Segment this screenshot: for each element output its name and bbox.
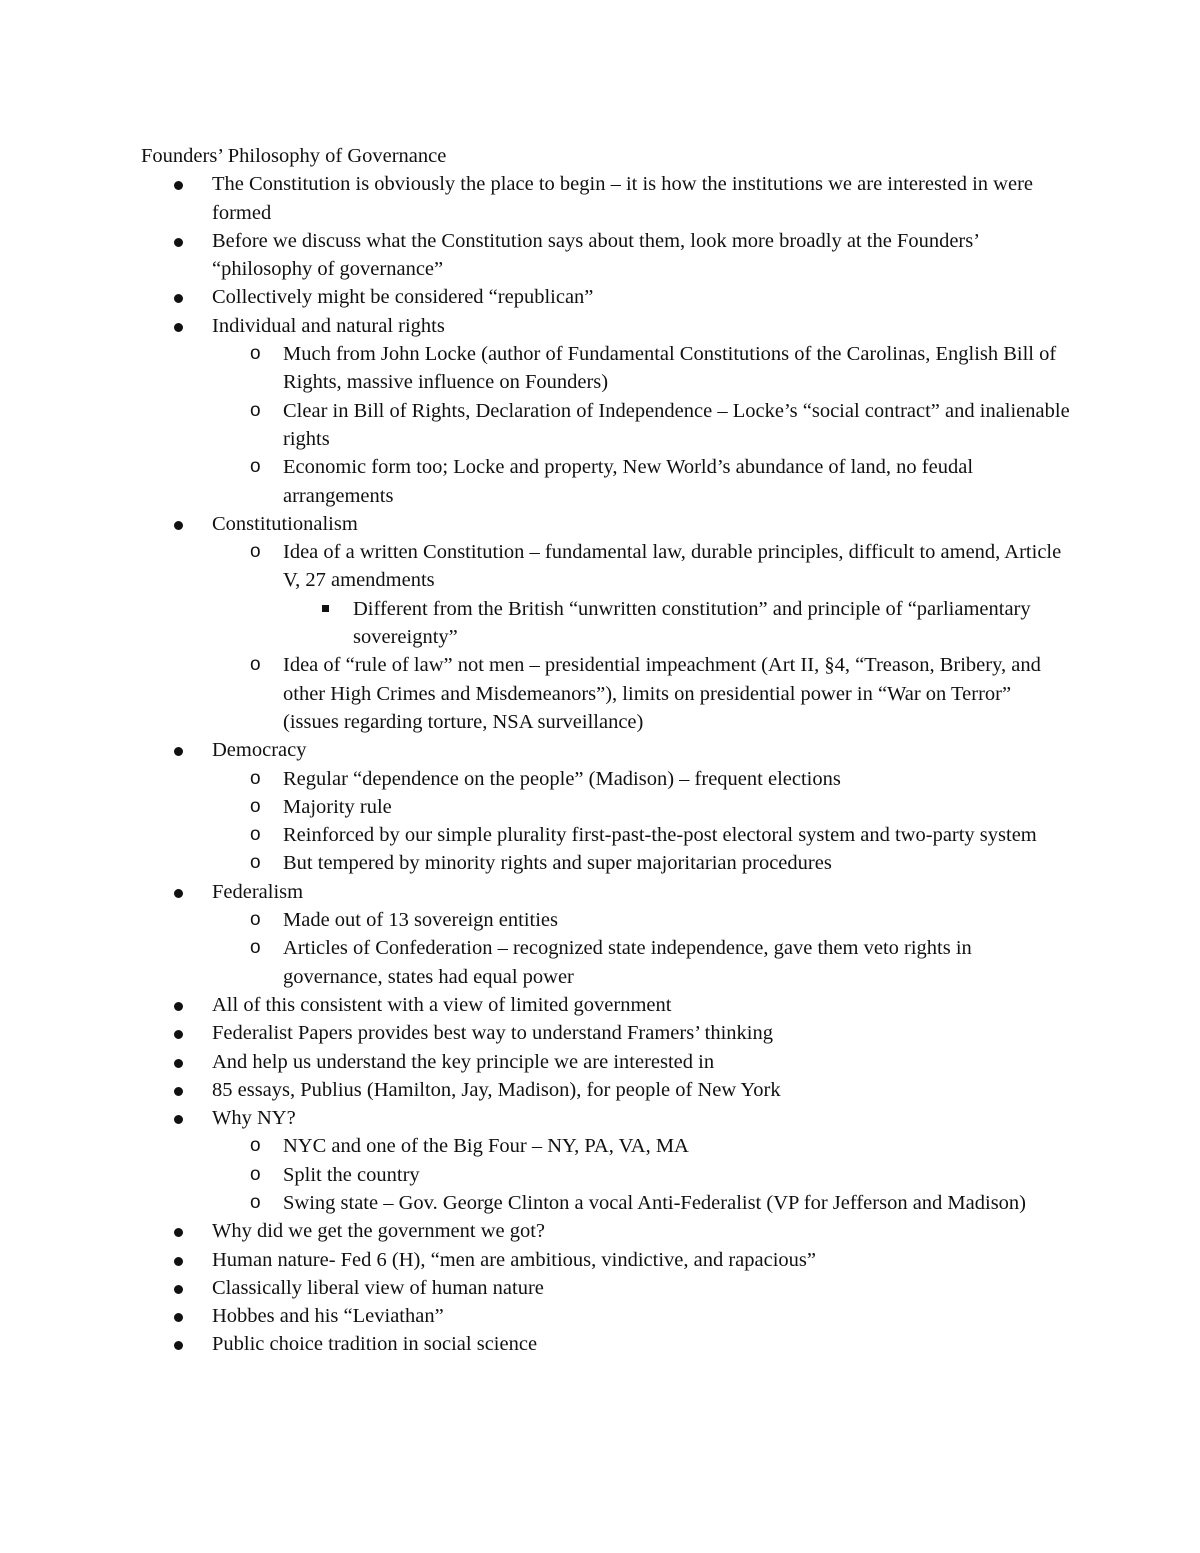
bullet-circle-icon: o [250,1191,261,1213]
bullet-disc-icon [174,1257,183,1266]
list-item-text: The Constitution is obviously the place to begin – it is how the institutions we are interested in were formed [212,173,1034,224]
list-item-level-2 [212,340,1071,397]
list-item-text: Idea of a written Constitution – fundamental law, durable principles, difficult to amend, Article V, 27 amendments [283,541,1062,592]
list-item-level-2 [212,1189,1071,1217]
list-item-text: And help us understand the key principle we are interested in [212,1050,715,1073]
list-item-text: Articles of Confederation – recognized state independence, gave them veto rights in governance, states had equal power [283,937,972,988]
bullet-disc-icon [174,1030,183,1039]
list-item-level-2 [212,849,1071,877]
list-item-level-2 [212,397,1071,454]
sub-list [283,595,1071,652]
list-item-level-2 [212,1132,1071,1160]
document-page [141,142,1071,1359]
list-item-text: Economic form too; Locke and property, New World’s abundance of land, no feudal arrangements [283,456,974,507]
list-item-text: NYC and one of the Big Four – NY, PA, VA, MA [283,1135,689,1158]
list-item-text: Human nature- Fed 6 (H), “men are ambitious, vindictive, and rapacious” [212,1248,816,1271]
list-item-level-2 [212,538,1071,651]
bullet-disc-icon [174,1059,183,1068]
list-item-level-2 [212,821,1071,849]
list-item-level-1 [141,991,1071,1019]
list-item-text: Federalist Papers provides best way to understand Framers’ thinking [212,1022,773,1045]
list-item-level-1 [141,312,1071,510]
bullet-circle-icon: o [250,852,261,874]
list-item-level-1 [141,1246,1071,1274]
list-item-level-2 [212,906,1071,934]
list-item-level-1 [141,1302,1071,1330]
bullet-circle-icon: o [250,541,261,563]
list-item-text: Hobbes and his “Leviathan” [212,1305,444,1328]
list-item-level-1 [141,1217,1071,1245]
list-item-text: Split the country [283,1163,420,1186]
list-item-level-2 [212,934,1071,991]
list-item-level-2 [212,453,1071,510]
list-item-text: All of this consistent with a view of limited government [212,993,672,1016]
list-item-level-1 [141,1048,1071,1076]
list-item-level-2 [212,765,1071,793]
list-item-level-1 [141,170,1071,227]
bullet-disc-icon [174,1341,183,1350]
bullet-circle-icon: o [250,824,261,846]
list-item-text: Individual and natural rights [212,314,445,337]
list-item-text: Different from the British “unwritten constitution” and principle of “parliamentary sovereignty” [353,597,1031,649]
bullet-circle-icon: o [250,1163,261,1185]
bullet-circle-icon: o [250,654,261,676]
list-item-level-1 [141,1330,1071,1358]
list-item-level-1 [141,283,1071,311]
list-item-level-2 [212,1161,1071,1189]
sub-list [212,340,1071,510]
bullet-disc-icon [174,1313,183,1322]
list-item-text: Collectively might be considered “republican” [212,286,594,309]
list-item-text: But tempered by minority rights and super majoritarian procedures [283,852,832,875]
bullet-circle-icon: o [250,343,261,365]
list-item-text: Classically liberal view of human nature [212,1276,544,1299]
bullet-disc-icon [174,294,183,303]
list-item-level-2 [212,651,1071,736]
list-item-text: Clear in Bill of Rights, Declaration of Independence – Locke’s “social contract” and inalienable rights [283,399,1070,450]
bullet-circle-icon: o [250,767,261,789]
list-item-text: Regular “dependence on the people” (Madison) – frequent elections [283,767,841,790]
list-item-level-2 [212,793,1071,821]
list-item-text: Why NY? [212,1107,296,1130]
list-item-text: Much from John Locke (author of Fundamental Constitutions of the Carolinas, English Bill of Rights, massive influence on Founders) [283,343,1057,394]
bullet-circle-icon: o [250,937,261,959]
list-item-text: Swing state – Gov. George Clinton a vocal Anti-Federalist (VP for Jefferson and Madison) [283,1191,1026,1214]
list-item-text: Federalism [212,880,304,903]
bullet-disc-icon [174,1115,183,1124]
sub-list [212,906,1071,991]
bullet-disc-icon [174,181,183,190]
bullet-disc-icon [174,1087,183,1096]
outline-list [141,170,1071,1358]
list-item-text: Constitutionalism [212,512,358,535]
bullet-disc-icon [174,1002,183,1011]
list-item-text: Before we discuss what the Constitution says about them, look more broadly at the Founders’ “philosophy of governance” [212,229,979,281]
list-item-level-1 [141,1274,1071,1302]
bullet-square-icon [322,605,329,612]
sub-list [212,1132,1071,1217]
list-item-level-1 [141,1104,1071,1217]
list-item-text: Reinforced by our simple plurality first-past-the-post electoral system and two-party system [283,824,1037,847]
list-item-level-1 [141,510,1071,736]
bullet-circle-icon: o [250,399,261,421]
bullet-disc-icon [174,323,183,332]
bullet-circle-icon: o [250,795,261,817]
bullet-disc-icon [174,747,183,756]
bullet-circle-icon: o [250,1135,261,1157]
list-item-text: Democracy [212,739,307,762]
bullet-circle-icon: o [250,909,261,931]
list-item-text: Majority rule [283,795,392,818]
bullet-disc-icon [174,1285,183,1294]
list-item-text: 85 essays, Publius (Hamilton, Jay, Madison), for people of New York [212,1078,781,1101]
bullet-disc-icon [174,238,183,247]
list-item-level-1 [141,736,1071,877]
sub-list [212,538,1071,736]
list-item-text: Public choice tradition in social science [212,1333,538,1356]
list-item-level-3 [283,595,1071,652]
list-item-text: Why did we get the government we got? [212,1220,546,1243]
list-item-level-1 [141,227,1071,284]
bullet-disc-icon [174,889,183,898]
sub-list [212,765,1071,878]
list-item-text: Made out of 13 sovereign entities [283,909,558,932]
bullet-disc-icon [174,1228,183,1237]
page-title: Founders’ Philosophy of Governance [141,145,447,167]
list-item-level-1 [141,1019,1071,1047]
list-item-level-1 [141,878,1071,991]
list-item-text: Idea of “rule of law” not men – presidential impeachment (Art II, §4, “Treason, Bribery, and other High Crimes and Misdemeanors”), limits on presidential power in “War on Terror” (issues regarding torture, NSA surveillance) [283,654,1041,733]
bullet-circle-icon: o [250,456,261,478]
list-item-level-1 [141,1076,1071,1104]
bullet-disc-icon [174,521,183,530]
